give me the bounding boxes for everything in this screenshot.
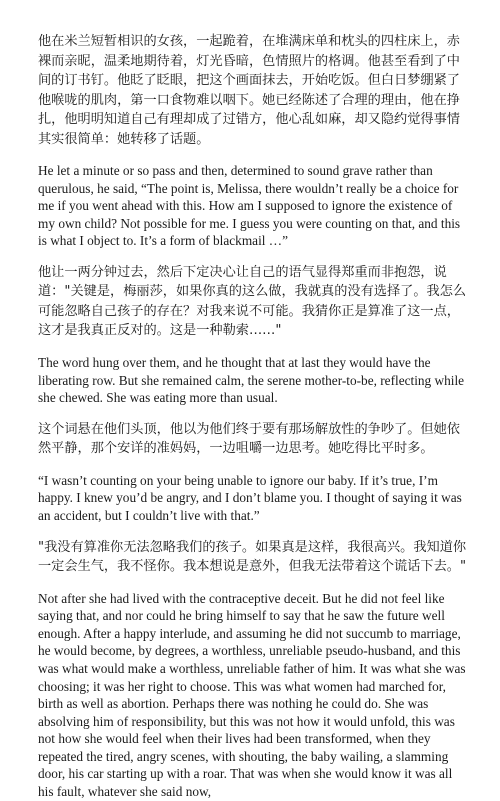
paragraph-en-1: He let a minute or so pass and then, determined to sound grave rather than querulous, he said, “The point is, Melissa, there wouldn’t really be a choice for me if you went ahead with this. How am I supposed to ignore the existence of my own child? Not possible for me. I guess you were counting on that, and this is what I object to. It’s a form of blackmail …” (38, 163, 461, 249)
paragraph-en-3: “I wasn’t counting on your being unable to ignore our baby. If it’s true, I’m happy. I knew you’d be angry, and I don’t blame you. I thought of saying it was an accident, but I couldn’t live with that.” (38, 472, 462, 523)
paragraph-en-2: The word hung over them, and he thought that at last they would have the liberating row. But she remained calm, the serene mother-to-be, reflecting while she chewed. She was eating more than usual. (38, 354, 465, 406)
paragraph-zh-1: 他在米兰短暂相识的女孩，一起跪着，在堆满床单和枕头的四柱床上，赤裸而亲昵，温柔地期待着，灯光昏暗，色情照片的格调。他甚至看到了中间的订书钉。他眨了眨眼，把这个画面抹去，开始吃饭。但白日梦绷紧了他喉咙的肌肉，第一口食物难以咽下。她已经陈述了合理的理由，他在挣扎，他明明知道自己有理却成了过错方，他心乱如麻，却又隐约觉得事情其实很简单：她转移了话题。 (38, 34, 460, 147)
paragraph-zh-2: 他让一两分钟过去，然后下定决心让自己的语气显得郑重而非抱怨，说道："关键是，梅丽莎，如果你真的这么做，我就真的没有选择了。我怎么可能忽略自己孩子的存在？对我来说不可能。我猜你正是算准了这一点，这才是我真正反对的。这是一种勒索……" (38, 264, 467, 339)
paragraph-zh-3: 这个词悬在他们头顶，他以为他们终于要有那场解放性的争吵了。但她依然平静，那个安详的准妈妈，一边咀嚼一边思考。她吃得比平时多。 (38, 421, 460, 457)
paragraph-zh-4: "我没有算准你无法忽略我们的孩子。如果真是这样，我很高兴。我知道你一定会生气，我不怪你。我本想说是意外，但我无法带着这个谎话下去。" (38, 539, 467, 575)
paragraph-en-4: Not after she had lived with the contraceptive deceit. But he did not feel like saying that, and nor could he bring himself to say that he saw the future well enough. After a happy interlude, and assuming he did not succumb to marriage, he would become, by degrees, a worthless, unreliable pseudo-husband, and this was what would make a worthless, unreliable father of him. It was what she was choosing; it was her right to choose. This was what women had marched for, birth as well as abortion. Perhaps there was nothing he could do. She was absolving him of responsibility, but this was not how it would unfold, this was not how she would feel when their lives had been transformed, when they repeated the tired, angry scenes, with shouting, the baby wailing, a slamming door, his car starting up with a roar. That was when she would know it was all his fault, whatever she said now, (38, 590, 466, 800)
